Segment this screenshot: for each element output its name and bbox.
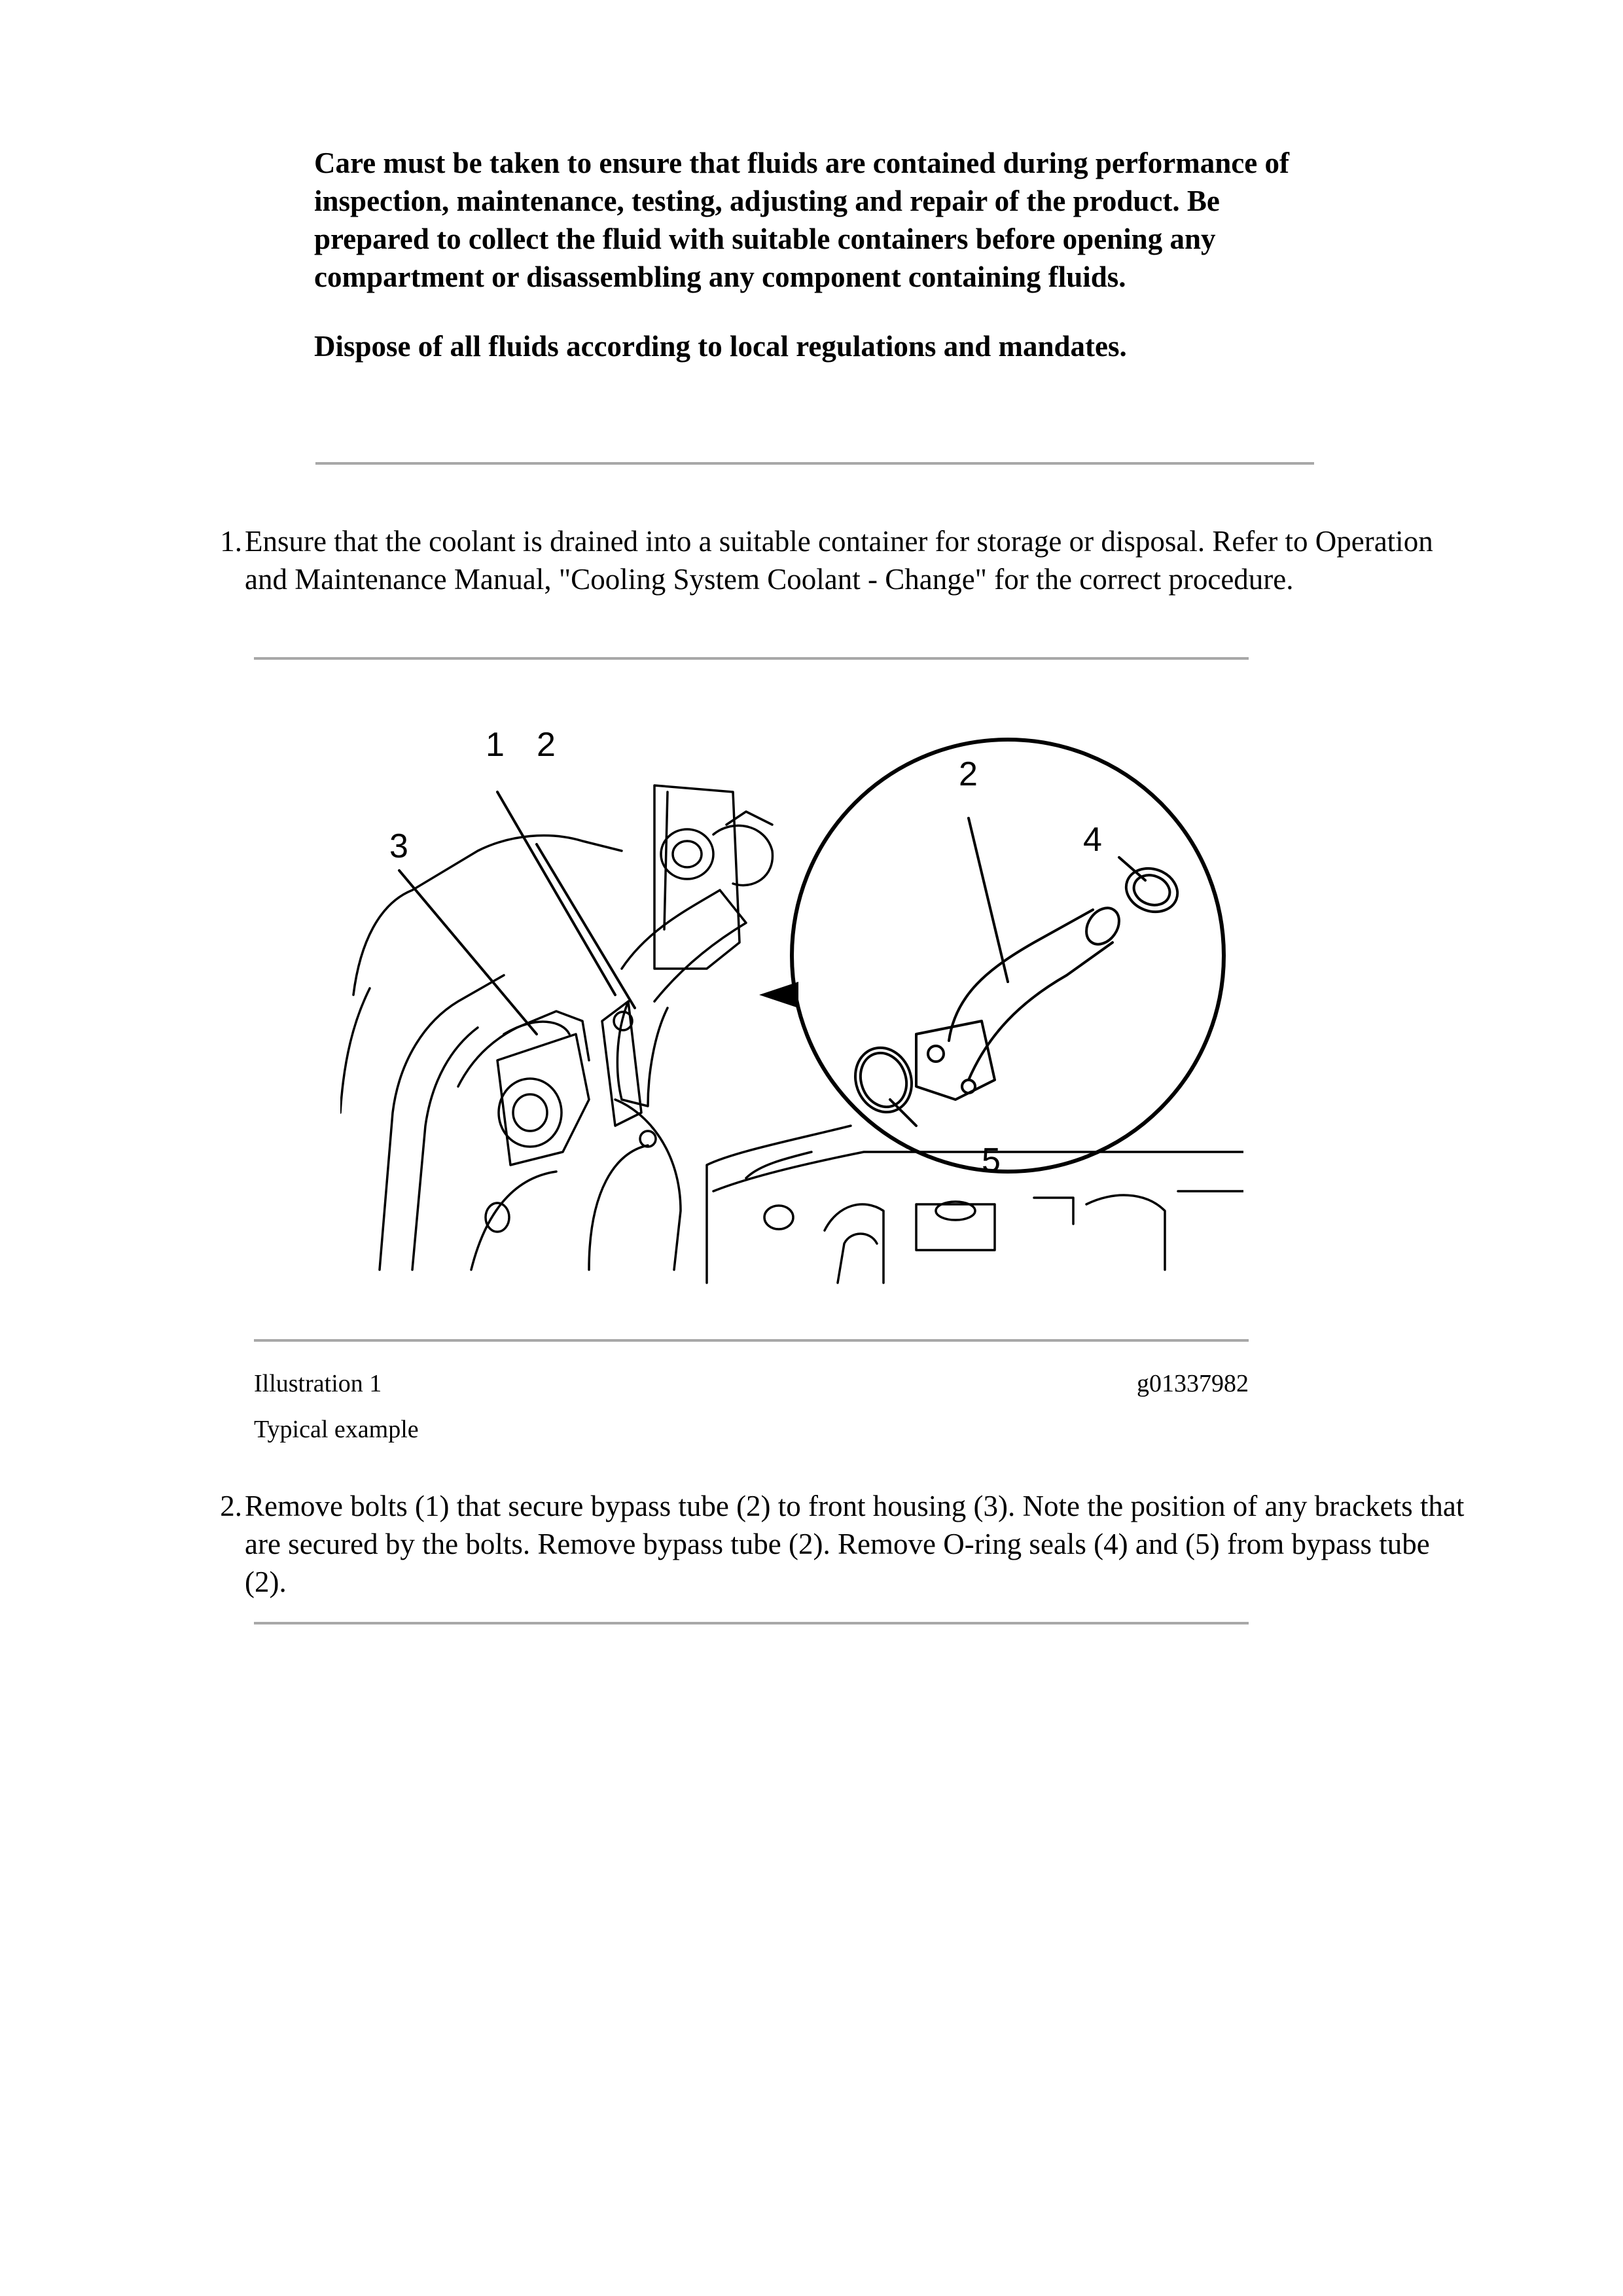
warning-paragraph-dispose-fluids: Dispose of all fluids according to local regulations and mandates. (314, 330, 1127, 363)
callout-leaders (399, 792, 1145, 1126)
callout-4: 4 (1083, 821, 1102, 859)
warning-paragraph-contain-fluids: Care must be taken to ensure that fluids are contained during performance of inspection, maintenance, testing, adjusting and repair of the product. Be prepared to collect the fluid with suitable containers before opening any compartment or disassembling any component containing fluids. (314, 147, 1289, 293)
step-number: 2. (220, 1490, 242, 1522)
figure-caption-id: g01337982 (1137, 1370, 1249, 1397)
step-text: Ensure that the coolant is drained into a suitable container for storage or disposal. Refer to Operation and Maintenance Manual, "Cooling System Coolant - Change" for the correct procedure. (245, 525, 1433, 596)
step-text: Remove bolts (1) that secure bypass tube (2) to front housing (3). Note the position of any brackets that are secured by the bolts. Remove bypass tube (2). Remove O-ring seals (4) and (5) from bypass tube (2). (245, 1490, 1465, 1598)
callout-3: 3 (389, 827, 408, 865)
bypass-tube-illustration (340, 694, 1243, 1296)
detail-view (792, 740, 1224, 1172)
engine-drawing (340, 785, 1243, 1283)
callout-2-detail: 2 (959, 755, 978, 793)
callout-5: 5 (982, 1141, 1001, 1179)
figure-caption-label: Illustration 1 (254, 1370, 382, 1397)
figure-divider (254, 1339, 1249, 1342)
callout-2: 2 (537, 726, 556, 764)
step-number: 1. (220, 525, 242, 558)
callout-1: 1 (486, 726, 505, 764)
step-1-divider (254, 657, 1249, 660)
warning-block (314, 144, 1335, 365)
figure-caption-subtitle: Typical example (254, 1416, 419, 1443)
step-2-divider (254, 1622, 1249, 1624)
warning-divider (315, 462, 1314, 465)
